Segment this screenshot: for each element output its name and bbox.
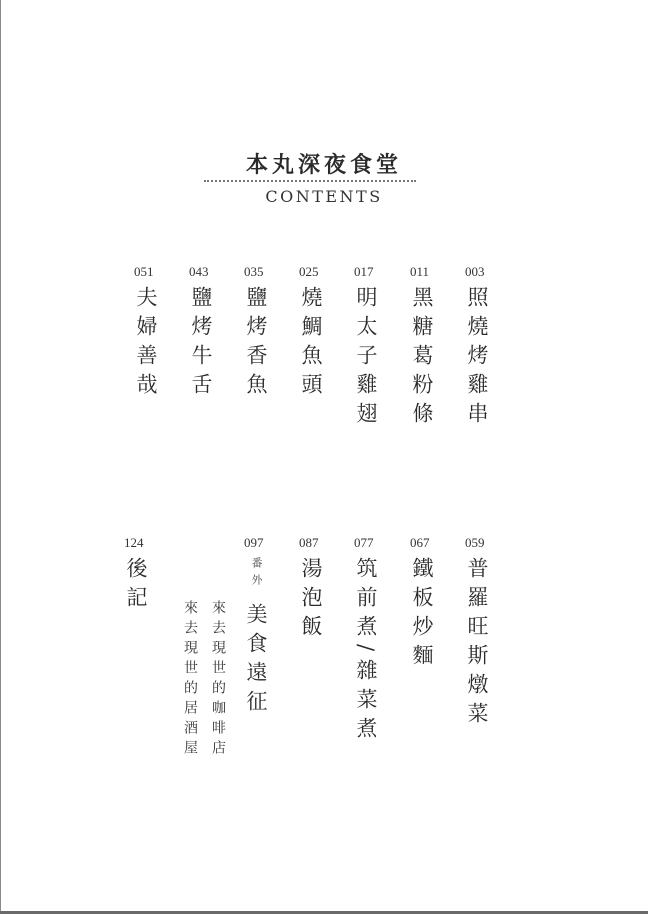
chapter-title: 夫婦善哉 [134, 286, 158, 402]
page-number: 067 [410, 535, 430, 550]
chapter-title: 普羅旺斯燉菜 [465, 557, 489, 731]
extra-story-line: 來去現世的居酒屋 [182, 600, 198, 760]
page-number: 003 [465, 264, 485, 279]
page-left-edge [0, 0, 1, 914]
page-number: 077 [354, 535, 374, 550]
extra-label: 番外 [250, 557, 263, 591]
page-number: 035 [244, 264, 264, 279]
page-number: 051 [134, 264, 154, 279]
page-number: 017 [354, 264, 374, 279]
chapter-title: 明太子雞翅 [354, 286, 378, 431]
chapter-title: 美食遠征 [244, 603, 268, 719]
page-number: 011 [410, 264, 430, 279]
book-title: 本丸深夜食堂 [245, 152, 402, 178]
page-number: 025 [299, 264, 319, 279]
page-number: 087 [299, 535, 319, 550]
page-number: 124 [124, 535, 144, 550]
chapter-title: 黑糖葛粉條 [410, 286, 434, 431]
chapter-title: 筑前煮/雜菜煮 [354, 557, 378, 747]
chapter-title: 湯泡飯 [299, 557, 323, 644]
page-number: 043 [189, 264, 209, 279]
chapter-title: 鹽烤牛舌 [189, 286, 213, 402]
contents-heading: CONTENTS [265, 187, 383, 206]
page-number: 059 [465, 535, 485, 550]
dotted-divider [204, 180, 416, 182]
page-number: 097 [244, 535, 264, 550]
chapter-title: 鐵板炒麵 [410, 557, 434, 673]
chapter-title: 鹽烤香魚 [244, 286, 268, 402]
chapter-title: 後記 [124, 557, 148, 615]
extra-story-line: 來去現世的咖啡店 [210, 600, 226, 760]
chapter-title: 照燒烤雞串 [465, 286, 489, 431]
chapter-title: 燒鯛魚頭 [299, 286, 323, 402]
